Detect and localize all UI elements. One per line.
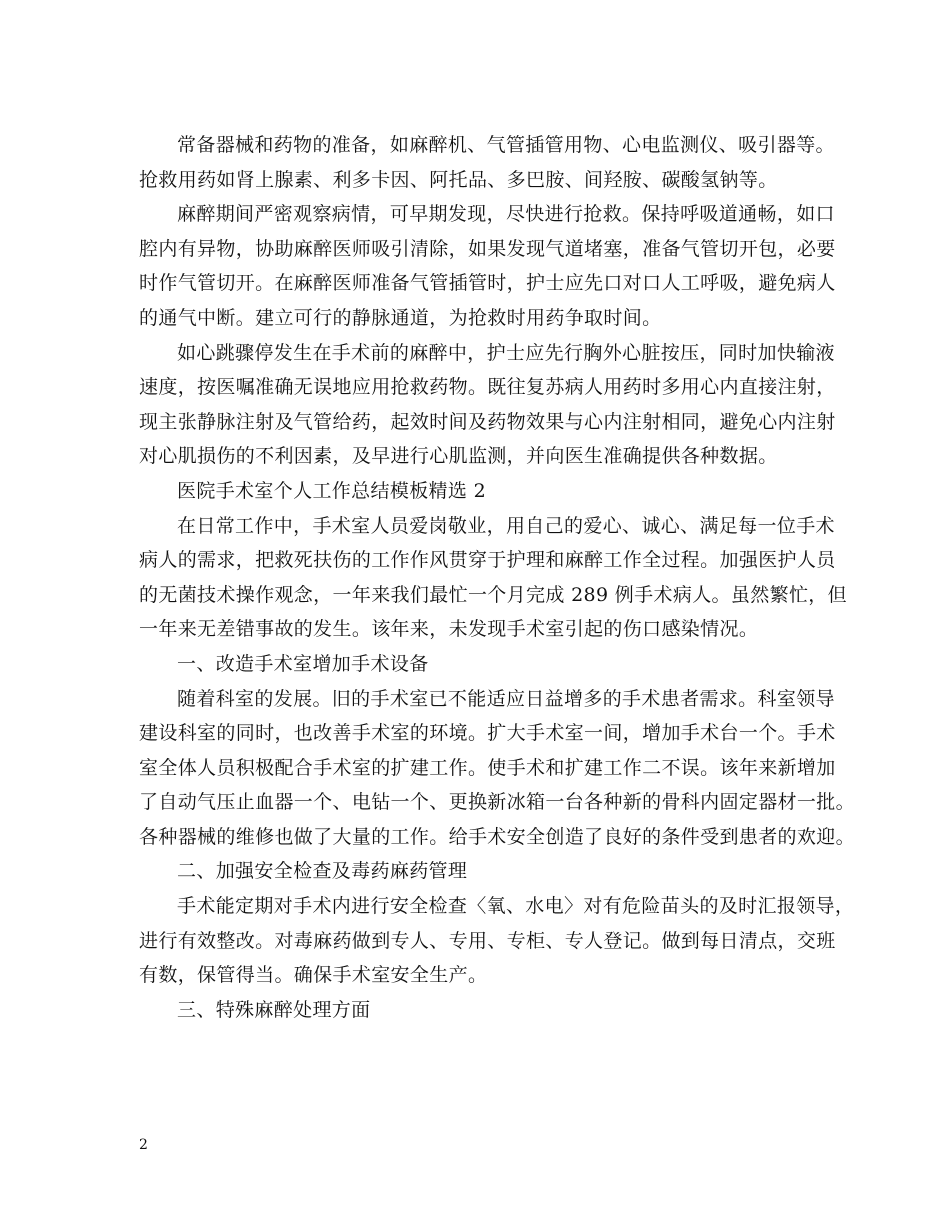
- text-line: 手术能定期对手术内进行安全检查〈氧、水电〉对有危险苗头的及时汇报领导，: [177, 895, 855, 918]
- text-line: 病人的需求，把救死扶伤的工作作风贯穿于护理和麻醉工作全过程。加强医护人员: [139, 549, 836, 572]
- text-line: 的通气中断。建立可行的静脉通道，为抢救时用药争取时间。: [139, 306, 662, 329]
- text-line: 建设科室的同时，也改善手术室的环境。扩大手术室一间，增加手术台一个。手术: [139, 722, 836, 745]
- text-line: 现主张静脉注射及气管给药，起效时间及药物效果与心内注射相同，避免心内注射: [139, 410, 836, 433]
- text-line: 室全体人员积极配合手术室的扩建工作。使手术和扩建工作二不误。该年来新增加: [139, 756, 836, 779]
- text-line: 在日常工作中，手术室人员爱岗敬业，用自己的爱心、诚心、满足每一位手术: [177, 514, 835, 537]
- text-line: 腔内有异物，协助麻醉医师吸引清除，如果发现气道堵塞，准备气管切开包，必要: [139, 237, 836, 260]
- text-line: 如心跳骤停发生在手术前的麻醉中，护士应先行胸外心脏按压，同时加快输液: [177, 341, 835, 364]
- text-line: 一年来无差错事故的发生。该年来，未发现手术室引起的伤口感染情况。: [139, 618, 759, 641]
- text-line: 各种器械的维修也做了大量的工作。给手术安全创造了良好的条件受到患者的欢迎。: [139, 825, 855, 848]
- text-line: 医院手术室个人工作总结模板精选 2: [177, 479, 487, 502]
- text-line: 进行有效整改。对毒麻药做到专人、专用、专柜、专人登记。做到每日清点，交班: [139, 929, 836, 952]
- text-line: 常备器械和药物的准备，如麻醉机、气管插管用物、心电监测仪、吸引器等。: [177, 134, 835, 156]
- text-line: 抢救用药如肾上腺素、利多卡因、阿托品、多巴胺、间羟胺、碳酸氢钠等。: [139, 168, 778, 191]
- text-line: 麻醉期间严密观察病情，可早期发现，尽快进行抢救。保持呼吸道通畅，如口: [177, 203, 835, 226]
- text-line: 对心肌损伤的不利因素，及早进行心肌监测，并向医生准确提供各种数据。: [139, 445, 778, 468]
- text-line: 随着科室的发展。旧的手术室已不能适应日益增多的手术患者需求。科室领导: [177, 687, 835, 710]
- text-line: 一、改造手术室增加手术设备: [177, 652, 429, 675]
- text-line: 有数，保管得当。确保手术室安全生产。: [139, 964, 488, 987]
- page-number: 2: [139, 1137, 148, 1153]
- text-line: 三、特殊麻醉处理方面: [177, 998, 371, 1021]
- text-line: 二、加强安全检查及毒药麻药管理: [177, 860, 468, 883]
- text-line: 速度，按医嘱准确无误地应用抢救药物。既往复苏病人用药时多用心内直接注射，: [139, 376, 836, 399]
- text-line: 了自动气压止血器一个、电钻一个、更换新冰箱一台各种新的骨科内固定器材一批。: [139, 791, 855, 814]
- text-line: 时作气管切开。在麻醉医师准备气管插管时，护士应先口对口人工呼吸，避免病人: [139, 272, 836, 295]
- text-line: 的无菌技术操作观念，一年来我们最忙一个月完成 289 例手术病人。虽然繁忙，但: [139, 583, 847, 606]
- document-body: [139, 128, 855, 1027]
